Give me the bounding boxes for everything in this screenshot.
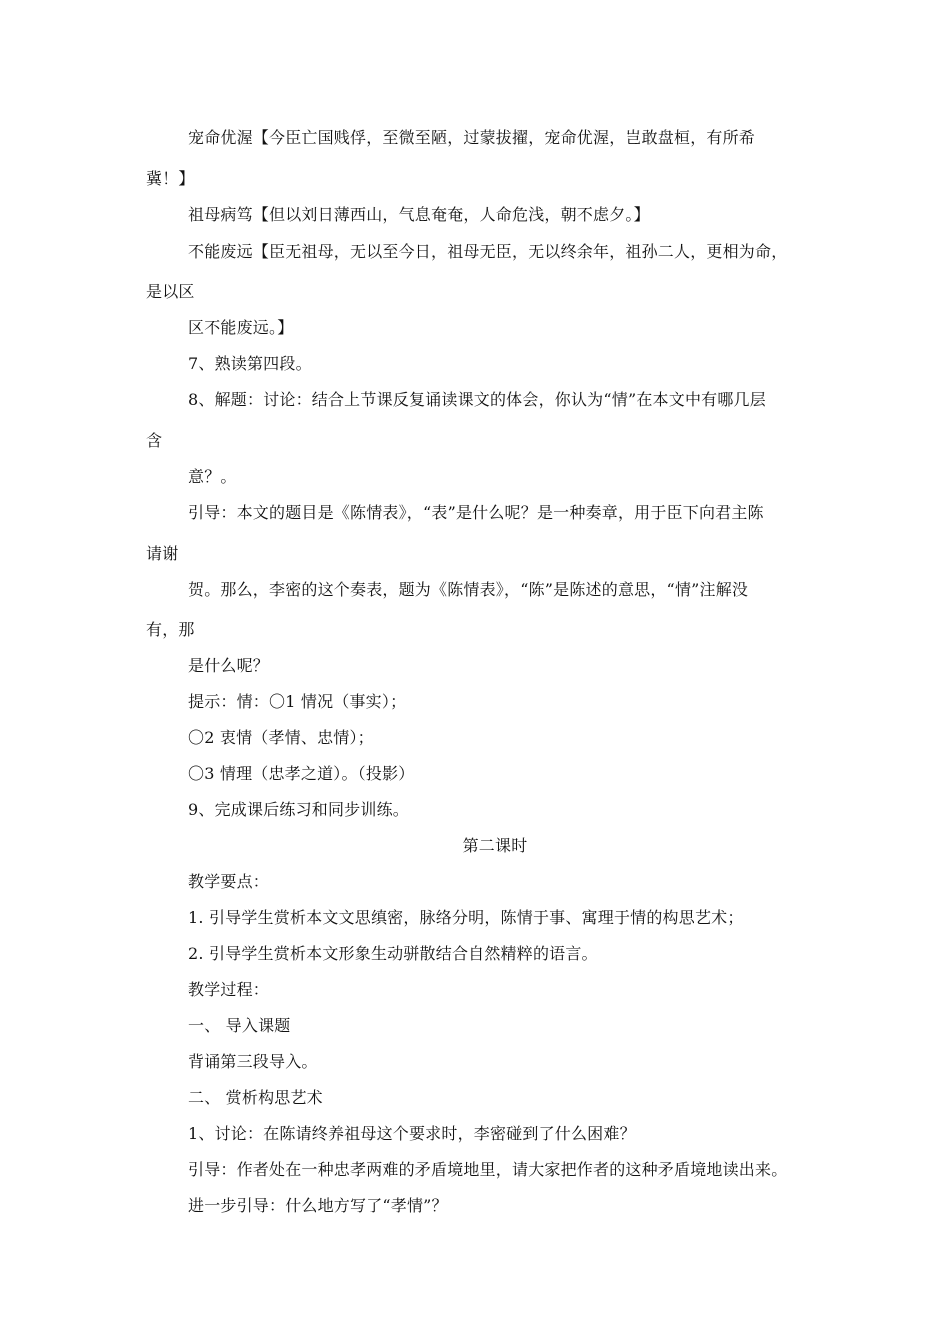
text-line-2: 冀！】 bbox=[146, 169, 195, 188]
text-line-9: 含 bbox=[146, 431, 163, 450]
text-line-16: 提示：情：〇1 情况（事实）； bbox=[188, 692, 407, 711]
text-line-18: 〇3 情理（忠孝之道）。（投影） bbox=[188, 764, 415, 783]
text-line-23: 2. 引导学生赏析本文形象生动骈散结合自然精粹的语言。 bbox=[188, 944, 598, 963]
text-line-17: 〇2 衷情（孝情、忠情）； bbox=[188, 728, 374, 747]
text-line-19: 9、完成课后练习和同步训练。 bbox=[188, 800, 409, 819]
text-line-25: 一、 导入课题 bbox=[188, 1016, 291, 1035]
text-line-15: 是什么呢？ bbox=[188, 656, 270, 675]
text-line-30: 进一步引导：什么地方写了“孝情”？ bbox=[188, 1196, 448, 1215]
text-line-10: 意？。 bbox=[188, 467, 237, 486]
text-line-22: 1. 引导学生赏析本文文思缜密，脉络分明，陈情于事、寓理于情的构思艺术； bbox=[188, 908, 744, 927]
text-line-7: 7、熟读第四段。 bbox=[188, 354, 312, 373]
text-line-4: 不能废远【臣无祖母，无以至今日，祖母无臣，无以终余年，祖孙二人，更相为命， bbox=[188, 242, 788, 261]
text-line-24: 教学过程： bbox=[188, 980, 270, 999]
text-line-26: 背诵第三段导入。 bbox=[188, 1052, 318, 1071]
text-line-5: 是以区 bbox=[146, 282, 195, 301]
text-line-1: 宠命优渥【今臣亡国贱俘，至微至陋，过蒙拔擢，宠命优渥，岂敢盘桓，有所希 bbox=[188, 128, 756, 147]
text-line-14: 有，那 bbox=[146, 620, 195, 639]
text-line-27: 二、 赏析构思艺术 bbox=[188, 1088, 323, 1107]
text-line-21: 教学要点： bbox=[188, 872, 270, 891]
text-line-6: 区不能废远。】 bbox=[188, 318, 294, 337]
text-line-29: 引导：作者处在一种忠孝两难的矛盾境地里，请大家把作者的这种矛盾境地读出来。 bbox=[188, 1160, 788, 1179]
section-heading: 第二课时 bbox=[462, 836, 528, 855]
text-line-13: 贺。那么，李密的这个奏表，题为《陈情表》，“陈”是陈述的意思，“情”注解没 bbox=[188, 580, 749, 599]
text-line-3: 祖母病笃【但以刘日薄西山，气息奄奄，人命危浅，朝不虑夕。】 bbox=[188, 205, 650, 224]
text-line-28: 1、讨论：在陈请终养祖母这个要求时，李密碰到了什么困难？ bbox=[188, 1124, 636, 1143]
text-line-8: 8、解题：讨论：结合上节课反复诵读课文的体会，你认为“情”在本文中有哪几层 bbox=[188, 390, 766, 409]
text-line-12: 请谢 bbox=[146, 544, 179, 563]
text-line-11: 引导：本文的题目是《陈情表》，“表”是什么呢？是一种奏章，用于臣下向君主陈 bbox=[188, 503, 764, 522]
